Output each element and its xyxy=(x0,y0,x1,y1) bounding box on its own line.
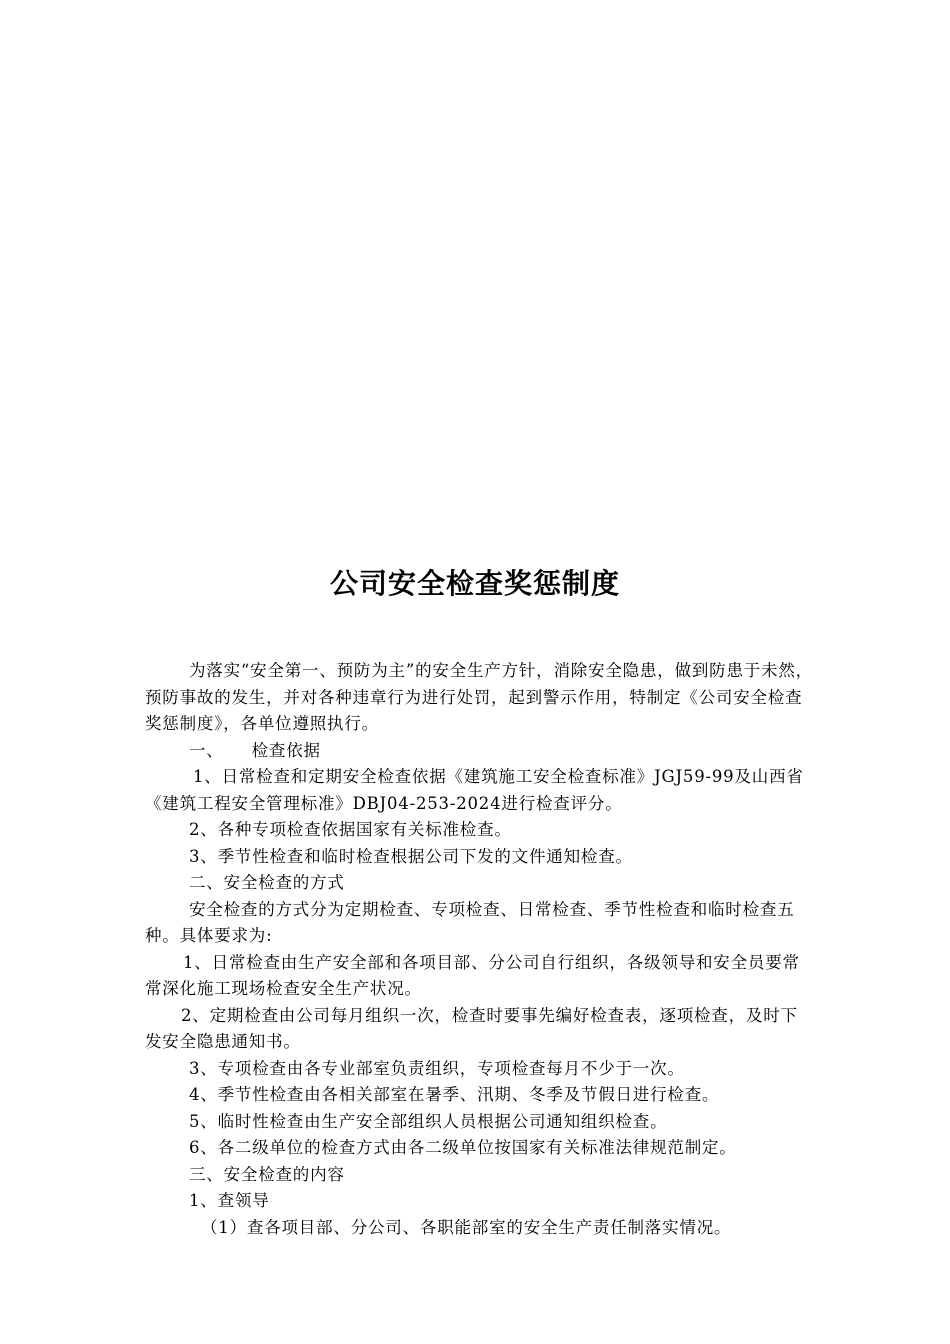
section-3-item-1-1: （1）查各项目部、分公司、各职能部室的安全生产责任制落实情况。 xyxy=(201,1217,732,1237)
section-1-number: 一、 xyxy=(189,740,224,760)
section-1-title: 检查依据 xyxy=(251,740,321,760)
section-3-item-1: 1、查领导 xyxy=(189,1191,270,1210)
section-2-intro: 安全检查的方式分为定期检查、专项检查、日常检查、季节性检查和临时检查五种。具体要求为: xyxy=(145,899,795,945)
section-2-item-2: 2、定期检查由公司每月组织一次，检查时要事先编好检查表，逐项检查，及时下发安全隐患通知书。 xyxy=(145,1005,798,1051)
section-2-item-4: 4、季节性检查由各相关部室在暑季、汛期、冬季及节假日进行检查。 xyxy=(189,1085,720,1104)
document-title: 公司安全检查奖惩制度 xyxy=(329,567,620,600)
section-2-item-5: 5、临时性检查由生产安全部组织人员根据公司通知组织检查。 xyxy=(189,1111,668,1131)
section-1-heading xyxy=(145,738,813,765)
section-1-item-2: 2、各种专项检查依据国家有关标准检查。 xyxy=(189,820,512,839)
section-3-heading: 三、安全检查的内容 xyxy=(189,1164,345,1184)
section-2-item-3: 3、专项检查由各专业部室负责组织，专项检查每月不少于一次。 xyxy=(189,1058,685,1078)
section-2-item-1: 1、日常检查由生产安全部和各项目部、分公司自行组织，各级领导和安全员要常常深化施工现场检查安全生产状况。 xyxy=(145,952,800,998)
section-2-heading: 二、安全检查的方式 xyxy=(189,873,345,892)
section-2-item-6: 6、各二级单位的检查方式由各二级单位按国家有关标准法律规范制定。 xyxy=(189,1138,737,1157)
section-1-item-1: 1、日常检查和定期安全检查依据《建筑施工安全检查标准》JGJ59-99及山西省《建筑工程安全管理标准》DBJ04-253-2024进行检查评分。 xyxy=(145,767,804,813)
section-1-item-3: 3、季节性检查和临时检查根据公司下发的文件通知检查。 xyxy=(189,846,633,866)
intro-paragraph: 为落实“安全第一、预防为主”的安全生产方针，消除安全隐患，做到防患于未然，预防事故的发生，并对各种违章行为进行处罚，起到警示作用，特制定《公司安全检查奖惩制度》，各单位遵照执行。 xyxy=(145,661,813,733)
document-body xyxy=(145,658,813,1241)
